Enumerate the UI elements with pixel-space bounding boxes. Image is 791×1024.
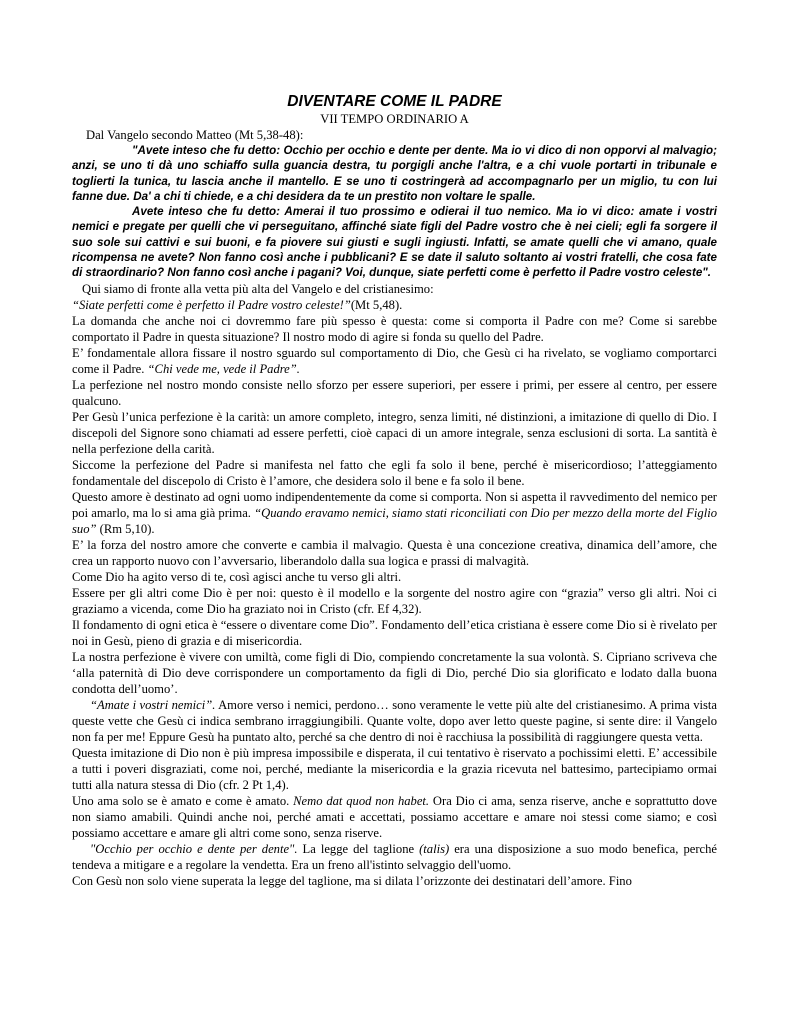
commentary-paragraph: Questo amore è destinato ad ogni uomo indipendentemente da come si comporta. Non si aspetta il ravvedimento del nemico per poi amarlo, ma lo si ama già prima. “Quando eravamo nemici, siamo stati riconciliati con Dio per mezzo della morte del Figlio suo” (Rm 5,10). xyxy=(72,489,718,536)
commentary-paragraph: E’ fondamentale allora fissare il nostro sguardo sul comportamento di Dio, che Gesù ci ha rivelato, se vogliamo comportarci come il Padre. “Chi vede me, vede il Padre”. xyxy=(72,345,717,376)
commentary-paragraph: Con Gesù non solo viene superata la legge del taglione, ma si dilata l’orizzonte dei destinatari dell’amore. Fino xyxy=(72,873,632,888)
commentary-paragraph: Questa imitazione di Dio non è più impresa impossibile e disperata, il cui tentativo è riservato a pochissimi eletti. E’ accessibile a tutti i poveri disgraziati, come noi, perché, mediante la misericordia e la grazia ricevuta nel battesimo, partecipiamo ormai tutti alla natura stessa di Dio (cfr. 2 Pt 1,4). xyxy=(72,745,717,792)
commentary-paragraph: La perfezione nel nostro mondo consiste nello sforzo per essere superiori, per essere i primi, per essere al centro, per essere qualcuno. xyxy=(72,377,717,408)
commentary-paragraph: Come Dio ha agito verso di te, così agisci anche tu verso gli altri. xyxy=(72,569,402,584)
document-page xyxy=(72,92,717,889)
commentary-paragraph: "Occhio per occhio e dente per dente". La legge del taglione (talis) era una disposizione a suo modo benefica, perché tendeva a mitigare e a regolare la vendetta. Era un freno all'istinto selvaggio dell'uomo. xyxy=(72,841,717,872)
commentary-paragraph: Essere per gli altri come Dio è per noi: questo è il modello e la sorgente del nostro agire con “grazia” verso gli altri. Noi ci graziamo a vicenda, come Dio ha graziato noi in Cristo (cfr. Ef 4,32). xyxy=(72,585,717,616)
commentary-paragraph: Qui siamo di fronte alla vetta più alta del Vangelo e del cristianesimo: xyxy=(82,281,434,296)
document-title: DIVENTARE COME IL PADRE xyxy=(287,93,502,110)
gospel-text xyxy=(72,143,717,281)
commentary-paragraph: Il fondamento di ogni etica è “essere o diventare come Dio”. Fondamento dell’etica cristiana è essere come Dio si è rivelato per noi in Gesù, pieno di grazia e di misericordia. xyxy=(72,617,717,648)
commentary-paragraph: Siccome la perfezione del Padre si manifesta nel fatto che egli fa solo il bene, perché è misericordioso; l’atteggiamento fondamentale del discepolo di Cristo è l’amore, che desidera solo il bene e fa solo il bene. xyxy=(72,457,717,488)
commentary-paragraph: La domanda che anche noi ci dovremmo fare più spesso è questa: come si comporta il Padre con me? Come si sarebbe comportato il Padre in questa situazione? Il nostro modo di agire si fonda su quello del Padre. xyxy=(72,313,717,344)
gospel-paragraph: "Avete inteso che fu detto: Occhio per occhio e dente per dente. Ma io vi dico di non opporvi al malvagio; anzi, se uno ti dà uno schiaffo sulla guancia destra, tu porgigli anche l'altra, e a chi vuole portarti in tribunale e toglierti la tunica, tu lascia anche il mantello. E se uno ti costringerà ad accompagnarlo per un miglio, tu con lui fanne due. Da' a chi ti chiede, e a chi desidera da te un prestito non voltare le spalle. xyxy=(72,144,717,203)
commentary-paragraph: “Siate perfetti come è perfetto il Padre vostro celeste!”(Mt 5,48). xyxy=(72,297,403,312)
commentary-paragraph: E’ la forza del nostro amore che converte e cambia il malvagio. Questa è una concezione creativa, dinamica dell’amore, che crea un rapporto nuovo con l’avversario, liberandolo dalla sua logica e prassi di malvagità. xyxy=(72,537,717,568)
gospel-source: Dal Vangelo secondo Matteo (Mt 5,38-48): xyxy=(86,128,304,142)
document-subtitle: VII TEMPO ORDINARIO A xyxy=(320,112,469,126)
gospel-paragraph: Avete inteso che fu detto: Amerai il tuo prossimo e odierai il tuo nemico. Ma io vi dico: amate i vostri nemici e pregate per quelli che vi perseguitano, affinché siate figli del Padre vostro che è nei cieli; egli fa sorgere il suo sole sui cattivi e sui buoni, e fa piovere sui giusti e sugli ingiusti. Infatti, se amate quelli che vi amano, quale ricompensa ne avete? Non fanno così anche i pubblicani? E se date il saluto soltanto ai vostri fratelli, che cosa fate di straordinario? Non fanno così anche i pagani? Voi, dunque, siate perfetti come è perfetto il Padre vostro celeste". xyxy=(72,205,717,280)
commentary-paragraph: “Amate i vostri nemici”. Amore verso i nemici, perdono… sono veramente le vette più alte del cristianesimo. A prima vista queste vette che Gesù ci indica sembrano irraggiungibili. Quante volte, dopo aver letto queste pagine, si sente dire: il Vangelo non fa per me! Eppure Gesù ha puntato alto, perché sa che dentro di noi è racchiusa la possibilità di raggiungere questa vetta. xyxy=(72,697,717,744)
commentary-paragraph: La nostra perfezione è vivere con umiltà, come figli di Dio, compiendo concretamente la sua volontà. S. Cipriano scriveva che ‘alla paternità di Dio deve corrispondere un comportamento da figli di Dio, perché Dio sia glorificato e lodato dalla buona condotta dell’uomo’. xyxy=(72,649,717,696)
commentary-paragraph: Uno ama solo se è amato e come è amato. Nemo dat quod non habet. Ora Dio ci ama, senza riserve, anche e soprattutto dove non siamo amabili. Quindi anche noi, perché amati e accettati, possiamo accettare e amare noi stessi come siamo; e così possiamo accettare e amare gli altri come sono, senza riserve. xyxy=(72,793,717,840)
commentary-paragraph: Per Gesù l’unica perfezione è la carità: un amore completo, integro, senza limiti, né distinzioni, a imitazione di quello di Dio. I discepoli del Signore sono chiamati ad essere perfetti, cioè capaci di un amore integrale, senza esclusioni di sorta. La santità è nella perfezione della carità. xyxy=(72,409,717,456)
